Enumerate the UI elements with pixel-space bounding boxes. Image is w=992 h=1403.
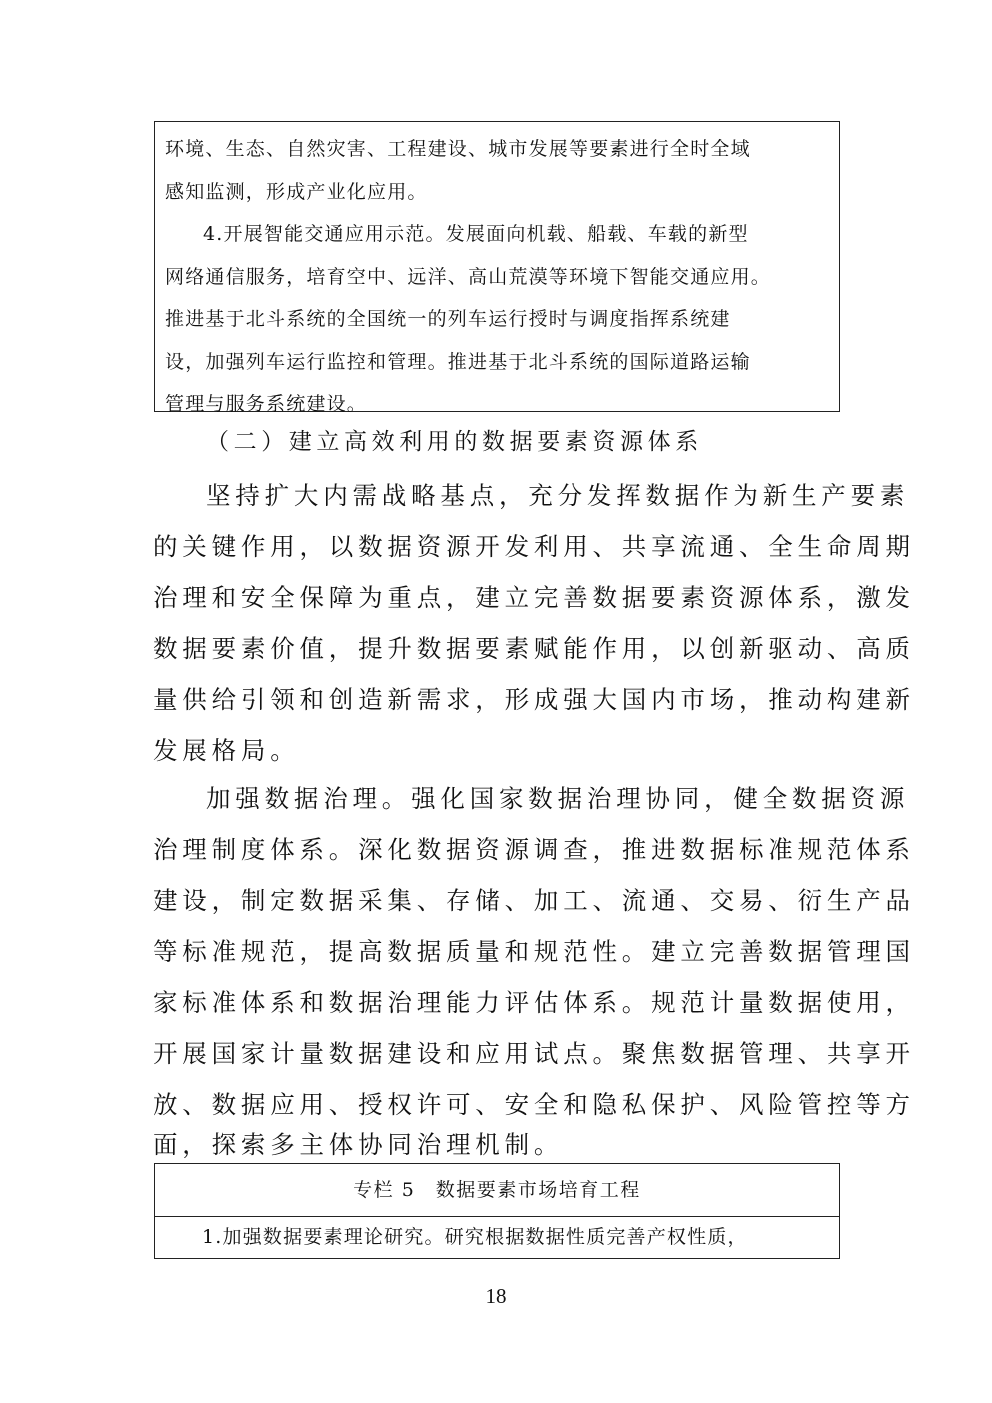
column-box-continued: [154, 121, 840, 415]
box-line: 感知监测，形成产业化应用。: [165, 180, 428, 203]
box-item-heading: 1.加强数据要素理论研究。研究根据数据性质完善产权性质，: [202, 1226, 748, 1248]
box-line: 推进基于北斗系统的全国统一的列车运行授时与调度指挥系统建: [165, 308, 731, 330]
paragraph-line: 开展国家计量数据建设和应用试点。聚焦数据管理、共享开: [153, 1039, 915, 1068]
paragraph-line: 放、数据应用、授权许可、安全和隐私保护、风险管控等方: [153, 1090, 915, 1119]
paragraph-line: 的关键作用，以数据资源开发利用、共享流通、全生命周期: [153, 532, 915, 561]
section-heading: （二）建立高效利用的数据要素资源体系: [206, 429, 703, 455]
page-number: 18: [485, 1284, 507, 1308]
paragraph-line: 量供给引领和创造新需求，形成强大国内市场，推动构建新: [153, 685, 915, 714]
box-line: 设，加强列车运行监控和管理。推进基于北斗系统的国际道路运输: [165, 350, 751, 373]
paragraph-line: 数据要素价值，提升数据要素赋能作用，以创新驱动、高质: [153, 634, 915, 663]
paragraph-line: 治理和安全保障为重点，建立完善数据要素资源体系，激发: [153, 583, 915, 612]
paragraph-line: 加强数据治理。强化国家数据治理协同，健全数据资源: [206, 784, 910, 813]
box-item-heading: 4.开展智能交通应用示范。发展面向机载、船载、车载的新型: [203, 223, 749, 245]
paragraph-line: 坚持扩大内需战略基点，充分发挥数据作为新生产要素: [206, 481, 910, 510]
paragraph-line: 家标准体系和数据治理能力评估体系。规范计量数据使用，: [153, 988, 915, 1017]
box-line: 环境、生态、自然灾害、工程建设、城市发展等要素进行全时全域: [165, 138, 751, 160]
paragraph-line: 发展格局。: [153, 736, 300, 765]
paragraph-line: 等标准规范，提高数据质量和规范性。建立完善数据管理国: [153, 937, 915, 966]
paragraph-line: 建设，制定数据采集、存储、加工、流通、交易、衍生产品: [153, 886, 915, 915]
box-line: 网络通信服务，培育空中、远洋、高山荒漠等环境下智能交通应用。: [165, 265, 772, 288]
column-title: 专栏 5 数据要素市场培育工程: [155, 1164, 839, 1217]
box-line: 管理与服务系统建设。: [165, 393, 368, 415]
paragraph-line: 面，探索多主体协同治理机制。: [153, 1130, 564, 1159]
paragraph-line: 治理制度体系。深化数据资源调查，推进数据标准规范体系: [153, 835, 915, 864]
column-box-5: [154, 1163, 840, 1259]
